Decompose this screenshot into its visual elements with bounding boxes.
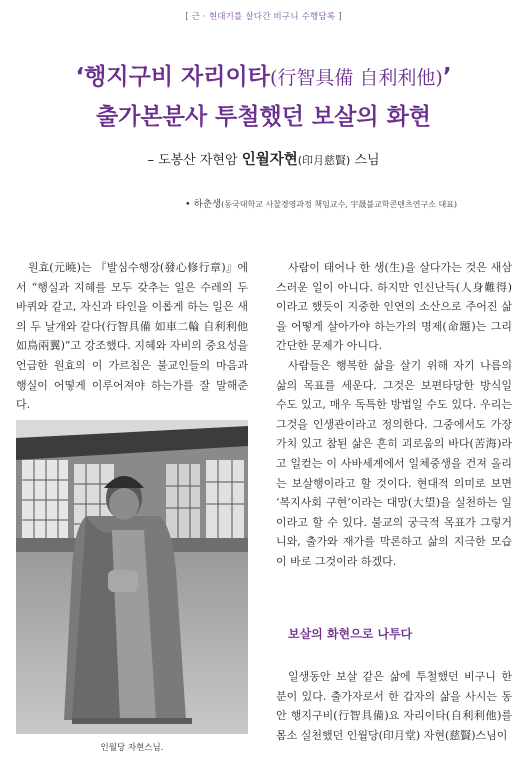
paragraph: 일생동안 보살 같은 삶에 투철했던 비구니 한 분이 있다. 출가자로서 한 갑자의 삶을 사시는 동안 행지구비(行智具備)요 자리이타(自利利他)를 몸소 실천했던 인월당(印月堂) 자현(慈賢)스님이	[276, 670, 512, 742]
author-name: 하춘생	[193, 199, 222, 210]
section-heading: 보살의 화현으로 나투다	[288, 627, 413, 641]
author-affiliation: (동국대학교 사찰경영과정 책임교수, 宇晟불교학콘텐츠연구소 대표)	[221, 200, 458, 209]
article-title-line2: 출가본분사 투철했던 보살의 화현	[95, 104, 432, 130]
series-header: [ 근 · 현대기를 살다간 비구니 수행담록 ]	[185, 12, 342, 22]
left-column	[16, 258, 248, 415]
author-line	[185, 196, 513, 210]
subtitle-hanja: (印月慈賢)	[297, 154, 351, 167]
monk-photo	[16, 420, 248, 734]
subtitle-name: 인월자현	[241, 152, 298, 168]
subtitle-prefix: – 도봉산 자현암	[147, 153, 242, 168]
photo-caption: 인월당 자현스님.	[100, 743, 164, 753]
title-hanja: (行智具備 自利利他)	[269, 67, 443, 89]
subtitle-suffix: 스님	[350, 153, 380, 168]
paragraph: 원효(元曉)는 『발심수행장(發心修行章)』에서 “행실과 지혜를 모두 갖추는 일은 수레의 두 바퀴와 같고, 자신과 타인을 이롭게 하는 일은 새의 두 날개와 같다(行智具備 如車二輪 自利利他 如鳥兩翼)”고 강조했다. 지혜와 자비의 중요성을 언급한 원효의 이 가르침은 불교인들의 마음과 행실이 어떻게 이루어져야 하는가를 잘 말해준다.	[16, 261, 248, 412]
paragraph: 사람이 태어나 한 생(生)을 살다가는 것은 새삼스러운 일이 아니다. 하지만 인신난득(人身難得)이라고 했듯이 지중한 인연의 소산으로 주어진 삶을 어떻게 살아가야 하는가의 명제(命題)는 그리 간단한 문제가 아니다.	[276, 261, 512, 353]
article-title-line1	[0, 58, 527, 91]
author-bullet: •	[185, 199, 191, 210]
paragraph: 사람들은 행복한 삶을 살기 위해 자기 나름의 삶의 목표를 세운다. 그것은 보편타당한 방식일 수도 있고, 매우 독특한 방법일 수도 있다. 우리는 그것을 인생관이라고 정의한다. 그중에서도 가장 가치 있고 참된 삶은 흔히 괴로움의 바다(苦海)라고 일컫는 이 사바세계에서 일체중생을 건져 올리는 보살행이라고 할 것이다. 현대적 의미로 보면 ‘복지사회 구현’이라는 대망(大望)을 실천하는 일이라고 할 수 있다. 불교의 궁극적 목표가 그렇거니와, 출가와 재가를 막론하고 삶의 지극한 모습이 바로 그것이라 하겠다.	[276, 358, 512, 568]
photo-illustration	[16, 420, 248, 734]
title-quote-close: ’	[442, 64, 452, 90]
right-column	[276, 258, 512, 572]
title-main: ‘행지구비 자리이타	[75, 64, 270, 90]
article-subtitle	[0, 148, 527, 169]
right-column-continued	[276, 667, 512, 745]
